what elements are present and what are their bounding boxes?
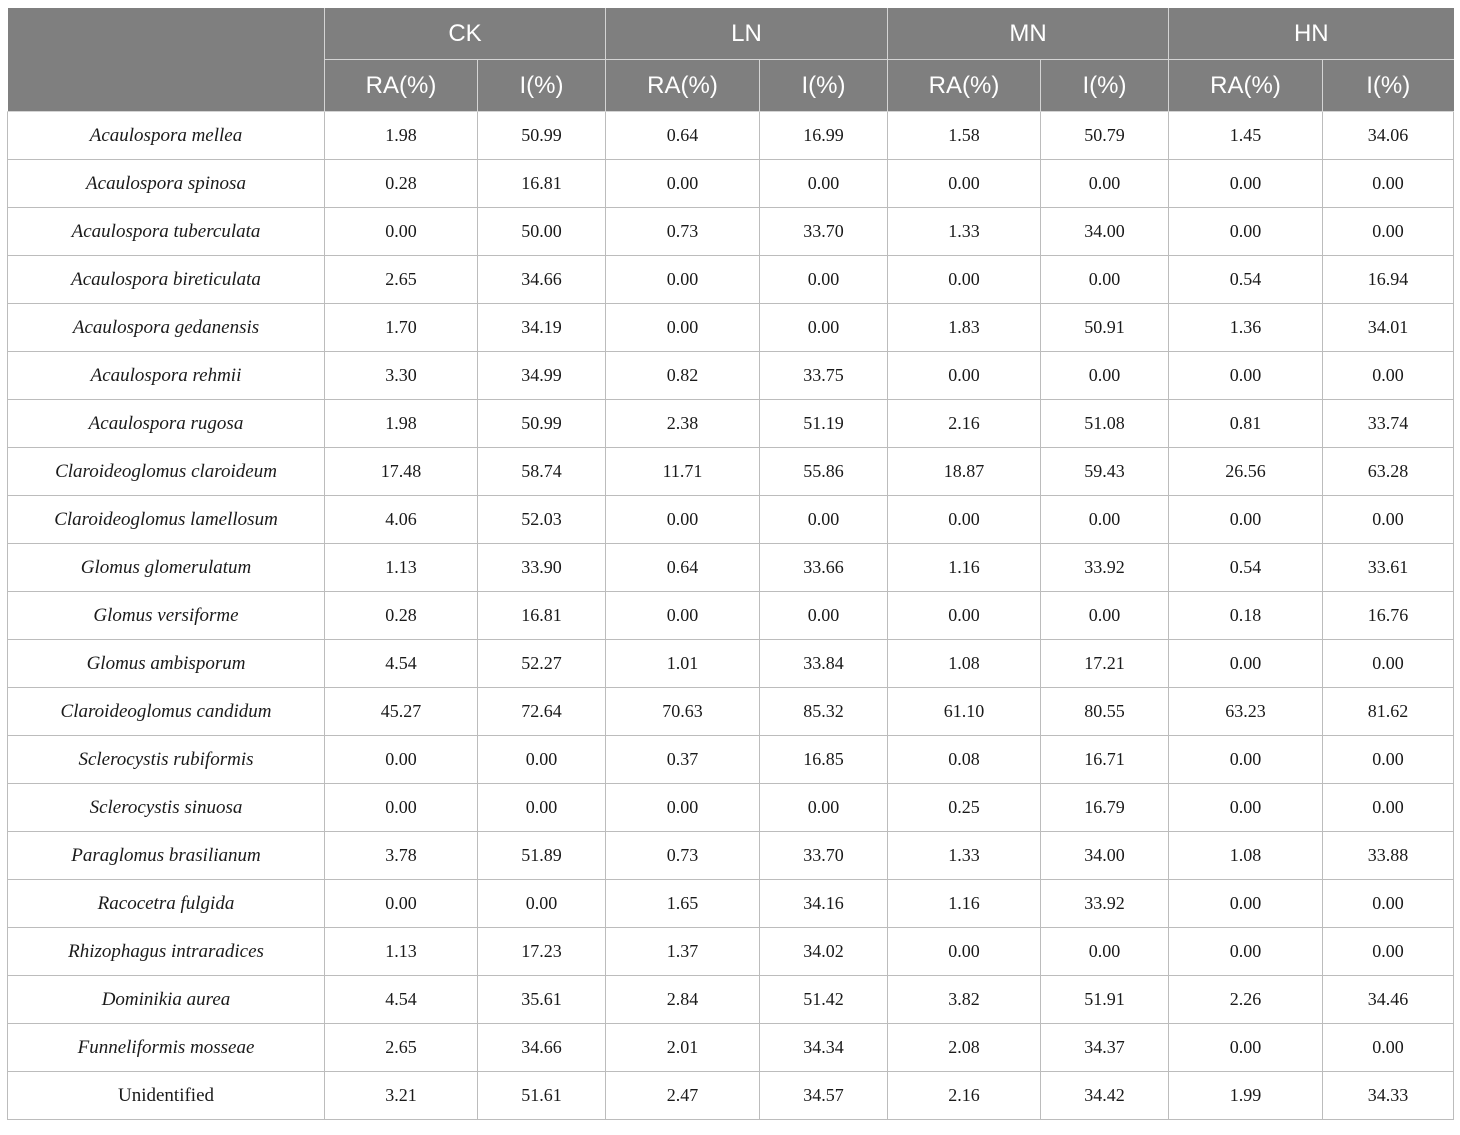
ra-value-cell: 0.00 [1169,640,1323,688]
i-value-cell: 34.37 [1041,1024,1169,1072]
ra-value-cell: 0.00 [888,592,1041,640]
i-value-cell: 16.71 [1041,736,1169,784]
subheader-i: I(%) [1041,60,1169,112]
table-row [8,688,1454,736]
table-row [8,976,1454,1024]
subheader-i: I(%) [1323,60,1454,112]
ra-value-cell: 0.00 [1169,928,1323,976]
i-value-cell: 0.00 [1323,1024,1454,1072]
i-value-cell: 51.91 [1041,976,1169,1024]
corner-header-cell [8,8,325,112]
ra-value-cell: 4.54 [325,976,478,1024]
ra-value-cell: 0.25 [888,784,1041,832]
i-value-cell: 33.74 [1323,400,1454,448]
i-value-cell: 33.66 [760,544,888,592]
species-name-cell: Funneliformis mosseae [8,1024,325,1072]
group-header-mn: MN [888,8,1169,60]
ra-value-cell: 2.38 [606,400,760,448]
ra-value-cell: 1.08 [888,640,1041,688]
ra-value-cell: 0.00 [325,208,478,256]
i-value-cell: 34.00 [1041,832,1169,880]
species-name-cell: Sclerocystis sinuosa [8,784,325,832]
i-value-cell: 34.99 [478,352,606,400]
table-row [8,304,1454,352]
ra-value-cell: 45.27 [325,688,478,736]
ra-value-cell: 0.00 [606,160,760,208]
i-value-cell: 51.42 [760,976,888,1024]
ra-value-cell: 1.45 [1169,112,1323,160]
ra-value-cell: 1.13 [325,928,478,976]
i-value-cell: 33.75 [760,352,888,400]
ra-value-cell: 0.00 [888,496,1041,544]
ra-value-cell: 0.00 [888,160,1041,208]
table-row [8,784,1454,832]
table-row [8,160,1454,208]
i-value-cell: 0.00 [1041,352,1169,400]
ra-value-cell: 2.01 [606,1024,760,1072]
ra-value-cell: 1.01 [606,640,760,688]
i-value-cell: 34.57 [760,1072,888,1120]
i-value-cell: 0.00 [760,160,888,208]
ra-value-cell: 1.37 [606,928,760,976]
ra-value-cell: 63.23 [1169,688,1323,736]
species-name-cell: Acaulospora spinosa [8,160,325,208]
table-row [8,400,1454,448]
i-value-cell: 0.00 [1041,256,1169,304]
species-name-cell: Unidentified [8,1072,325,1120]
i-value-cell: 52.03 [478,496,606,544]
ra-value-cell: 0.54 [1169,256,1323,304]
subheader-i: I(%) [478,60,606,112]
species-name-cell: Acaulospora tuberculata [8,208,325,256]
species-name-cell: Dominikia aurea [8,976,325,1024]
ra-value-cell: 0.00 [325,880,478,928]
i-value-cell: 51.19 [760,400,888,448]
i-value-cell: 33.70 [760,208,888,256]
ra-value-cell: 2.65 [325,1024,478,1072]
ra-value-cell: 0.00 [888,256,1041,304]
ra-value-cell: 2.65 [325,256,478,304]
species-name-cell: Paraglomus brasilianum [8,832,325,880]
ra-value-cell: 1.98 [325,112,478,160]
ra-value-cell: 4.06 [325,496,478,544]
i-value-cell: 34.00 [1041,208,1169,256]
table-row [8,256,1454,304]
i-value-cell: 16.76 [1323,592,1454,640]
i-value-cell: 0.00 [760,304,888,352]
ra-value-cell: 1.99 [1169,1072,1323,1120]
i-value-cell: 16.94 [1323,256,1454,304]
i-value-cell: 0.00 [760,784,888,832]
i-value-cell: 17.23 [478,928,606,976]
table-row [8,208,1454,256]
i-value-cell: 0.00 [760,256,888,304]
i-value-cell: 51.61 [478,1072,606,1120]
i-value-cell: 80.55 [1041,688,1169,736]
ra-value-cell: 70.63 [606,688,760,736]
ra-value-cell: 0.81 [1169,400,1323,448]
subheader-i: I(%) [760,60,888,112]
group-header-row [8,8,1454,60]
i-value-cell: 33.92 [1041,544,1169,592]
subheader-ra: RA(%) [325,60,478,112]
ra-value-cell: 2.16 [888,1072,1041,1120]
ra-value-cell: 0.00 [1169,880,1323,928]
species-name-cell: Claroideoglomus candidum [8,688,325,736]
ra-value-cell: 0.64 [606,544,760,592]
i-value-cell: 0.00 [1323,880,1454,928]
ra-value-cell: 0.00 [1169,736,1323,784]
i-value-cell: 72.64 [478,688,606,736]
ra-value-cell: 1.98 [325,400,478,448]
ra-value-cell: 2.08 [888,1024,1041,1072]
i-value-cell: 34.34 [760,1024,888,1072]
ra-value-cell: 11.71 [606,448,760,496]
ra-value-cell: 0.00 [888,928,1041,976]
i-value-cell: 52.27 [478,640,606,688]
ra-value-cell: 1.16 [888,544,1041,592]
ra-value-cell: 0.00 [325,784,478,832]
i-value-cell: 34.42 [1041,1072,1169,1120]
i-value-cell: 34.33 [1323,1072,1454,1120]
i-value-cell: 51.89 [478,832,606,880]
ra-value-cell: 0.00 [1169,496,1323,544]
ra-value-cell: 0.08 [888,736,1041,784]
table-row [8,832,1454,880]
table-row [8,1024,1454,1072]
species-name-cell: Acaulospora rugosa [8,400,325,448]
i-value-cell: 0.00 [1323,160,1454,208]
i-value-cell: 59.43 [1041,448,1169,496]
i-value-cell: 0.00 [1323,784,1454,832]
i-value-cell: 0.00 [478,736,606,784]
ra-value-cell: 2.16 [888,400,1041,448]
ra-value-cell: 1.33 [888,208,1041,256]
table-header [8,8,1454,112]
i-value-cell: 34.01 [1323,304,1454,352]
table-row [8,496,1454,544]
table-row [8,1072,1454,1120]
i-value-cell: 33.90 [478,544,606,592]
species-name-cell: Sclerocystis rubiformis [8,736,325,784]
i-value-cell: 81.62 [1323,688,1454,736]
table-row [8,112,1454,160]
ra-value-cell: 0.00 [1169,160,1323,208]
i-value-cell: 0.00 [1041,928,1169,976]
i-value-cell: 33.88 [1323,832,1454,880]
i-value-cell: 51.08 [1041,400,1169,448]
table-row [8,880,1454,928]
ra-value-cell: 0.73 [606,208,760,256]
ra-value-cell: 1.33 [888,832,1041,880]
subheader-ra: RA(%) [888,60,1041,112]
i-value-cell: 34.19 [478,304,606,352]
ra-value-cell: 26.56 [1169,448,1323,496]
ra-value-cell: 2.84 [606,976,760,1024]
table-row [8,640,1454,688]
i-value-cell: 55.86 [760,448,888,496]
i-value-cell: 0.00 [478,880,606,928]
i-value-cell: 50.79 [1041,112,1169,160]
ra-value-cell: 0.00 [1169,784,1323,832]
ra-value-cell: 1.58 [888,112,1041,160]
ra-value-cell: 2.26 [1169,976,1323,1024]
i-value-cell: 58.74 [478,448,606,496]
ra-value-cell: 61.10 [888,688,1041,736]
i-value-cell: 0.00 [1323,640,1454,688]
i-value-cell: 0.00 [1323,736,1454,784]
i-value-cell: 0.00 [1041,592,1169,640]
ra-value-cell: 3.82 [888,976,1041,1024]
ra-value-cell: 0.00 [606,592,760,640]
i-value-cell: 50.99 [478,112,606,160]
i-value-cell: 33.61 [1323,544,1454,592]
ra-value-cell: 1.83 [888,304,1041,352]
i-value-cell: 85.32 [760,688,888,736]
ra-value-cell: 0.28 [325,592,478,640]
i-value-cell: 0.00 [1041,160,1169,208]
i-value-cell: 16.81 [478,160,606,208]
species-name-cell: Racocetra fulgida [8,880,325,928]
i-value-cell: 50.00 [478,208,606,256]
ra-value-cell: 1.08 [1169,832,1323,880]
i-value-cell: 34.02 [760,928,888,976]
i-value-cell: 0.00 [760,496,888,544]
i-value-cell: 16.85 [760,736,888,784]
table-row [8,736,1454,784]
ra-value-cell: 4.54 [325,640,478,688]
ra-value-cell: 0.82 [606,352,760,400]
ra-value-cell: 0.00 [606,256,760,304]
ra-value-cell: 0.00 [1169,352,1323,400]
table-row [8,544,1454,592]
group-header-hn: HN [1169,8,1454,60]
ra-value-cell: 0.54 [1169,544,1323,592]
species-name-cell: Claroideoglomus claroideum [8,448,325,496]
species-name-cell: Acaulospora bireticulata [8,256,325,304]
ra-value-cell: 1.65 [606,880,760,928]
species-name-cell: Acaulospora mellea [8,112,325,160]
i-value-cell: 0.00 [1323,352,1454,400]
ra-value-cell: 0.00 [1169,1024,1323,1072]
subheader-ra: RA(%) [606,60,760,112]
ra-value-cell: 17.48 [325,448,478,496]
table-row [8,928,1454,976]
i-value-cell: 50.99 [478,400,606,448]
species-name-cell: Glomus versiforme [8,592,325,640]
ra-value-cell: 0.37 [606,736,760,784]
subheader-ra: RA(%) [1169,60,1323,112]
i-value-cell: 33.92 [1041,880,1169,928]
i-value-cell: 0.00 [1041,496,1169,544]
group-header-ln: LN [606,8,888,60]
species-name-cell: Acaulospora gedanensis [8,304,325,352]
ra-value-cell: 1.36 [1169,304,1323,352]
ra-value-cell: 0.00 [606,784,760,832]
ra-value-cell: 1.70 [325,304,478,352]
ra-value-cell: 3.78 [325,832,478,880]
ra-value-cell: 0.00 [606,496,760,544]
ra-value-cell: 0.18 [1169,592,1323,640]
table-body [8,112,1454,1120]
species-name-cell: Acaulospora rehmii [8,352,325,400]
i-value-cell: 16.79 [1041,784,1169,832]
i-value-cell: 0.00 [1323,208,1454,256]
species-name-cell: Glomus ambisporum [8,640,325,688]
i-value-cell: 34.46 [1323,976,1454,1024]
ra-value-cell: 0.00 [1169,208,1323,256]
species-abundance-table [7,8,1454,1120]
ra-value-cell: 0.73 [606,832,760,880]
i-value-cell: 0.00 [760,592,888,640]
ra-value-cell: 3.21 [325,1072,478,1120]
ra-value-cell: 2.47 [606,1072,760,1120]
i-value-cell: 34.66 [478,1024,606,1072]
i-value-cell: 0.00 [478,784,606,832]
i-value-cell: 17.21 [1041,640,1169,688]
ra-value-cell: 1.16 [888,880,1041,928]
i-value-cell: 50.91 [1041,304,1169,352]
species-name-cell: Rhizophagus intraradices [8,928,325,976]
i-value-cell: 0.00 [1323,496,1454,544]
i-value-cell: 33.70 [760,832,888,880]
i-value-cell: 63.28 [1323,448,1454,496]
i-value-cell: 34.16 [760,880,888,928]
i-value-cell: 16.81 [478,592,606,640]
ra-value-cell: 18.87 [888,448,1041,496]
i-value-cell: 33.84 [760,640,888,688]
i-value-cell: 34.06 [1323,112,1454,160]
ra-value-cell: 0.28 [325,160,478,208]
group-header-ck: CK [325,8,606,60]
i-value-cell: 0.00 [1323,928,1454,976]
i-value-cell: 16.99 [760,112,888,160]
ra-value-cell: 0.00 [325,736,478,784]
ra-value-cell: 3.30 [325,352,478,400]
i-value-cell: 35.61 [478,976,606,1024]
species-name-cell: Claroideoglomus lamellosum [8,496,325,544]
table-row [8,448,1454,496]
ra-value-cell: 0.64 [606,112,760,160]
ra-value-cell: 0.00 [606,304,760,352]
ra-value-cell: 0.00 [888,352,1041,400]
ra-value-cell: 1.13 [325,544,478,592]
i-value-cell: 34.66 [478,256,606,304]
table-row [8,352,1454,400]
species-name-cell: Glomus glomerulatum [8,544,325,592]
table-row [8,592,1454,640]
